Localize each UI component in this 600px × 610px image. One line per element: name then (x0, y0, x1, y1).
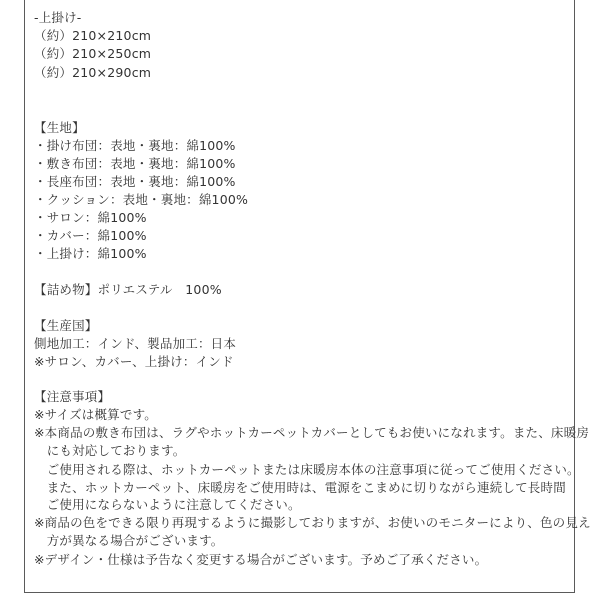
uwagake-heading: -上掛け- (34, 10, 82, 25)
origin-heading: 【生産国】 (34, 318, 98, 333)
fabric-heading: 【生地】 (34, 120, 85, 135)
uwagake-size-1: （約）210×210cm (34, 28, 152, 43)
notes-heading: 【注意事項】 (34, 389, 111, 404)
fabric-item-6: ・カバー：綿100% (34, 228, 147, 243)
fabric-item-7: ・上掛け：綿100% (34, 246, 147, 261)
filling-line: 【詰め物】ポリエステル 100% (34, 282, 222, 297)
notes-line-4: ご使用される際は、ホットカーペットまたは床暖房本体の注意事項に従ってご使用ください。 (34, 462, 580, 477)
uwagake-size-2: （約）210×250cm (34, 46, 152, 61)
notes-line-5: また、ホットカーペット、床暖房をご使用時は、電源をこまめに切りながら連続して長時間 (34, 480, 566, 495)
origin-line-1: 側地加工：インド、製品加工：日本 (34, 336, 237, 351)
notes-line-7: ※商品の色をできる限り再現するように撮影しておりますが、お使いのモニターにより、色の見え (34, 515, 591, 530)
notes-line-3: にも対応しております。 (34, 443, 186, 458)
origin-line-2: ※サロン、カバー、上掛け：インド (34, 354, 234, 369)
fabric-item-4: ・クッション：表地・裏地：綿100% (34, 192, 249, 207)
fabric-item-3: ・長座布団：表地・裏地：綿100% (34, 174, 236, 189)
uwagake-size-3: （約）210×290cm (34, 65, 152, 80)
notes-line-1: ※サイズは概算です。 (34, 407, 157, 422)
notes-line-2: ※本商品の敷き布団は、ラグやホットカーペットカバーとしてもお使いになれます。また、床暖房 (34, 425, 590, 440)
fabric-item-2: ・敷き布団：表地・裏地：綿100% (34, 156, 236, 171)
fabric-item-1: ・掛け布団：表地・裏地：綿100% (34, 138, 236, 153)
notes-line-9: ※デザイン・仕様は予告なく変更する場合がございます。予めご了承ください。 (34, 552, 488, 567)
fabric-item-5: ・サロン：綿100% (34, 210, 147, 225)
notes-line-6: ご使用にならないように注意してください。 (34, 497, 301, 512)
notes-line-8: 方が異なる場合がございます。 (34, 533, 224, 548)
